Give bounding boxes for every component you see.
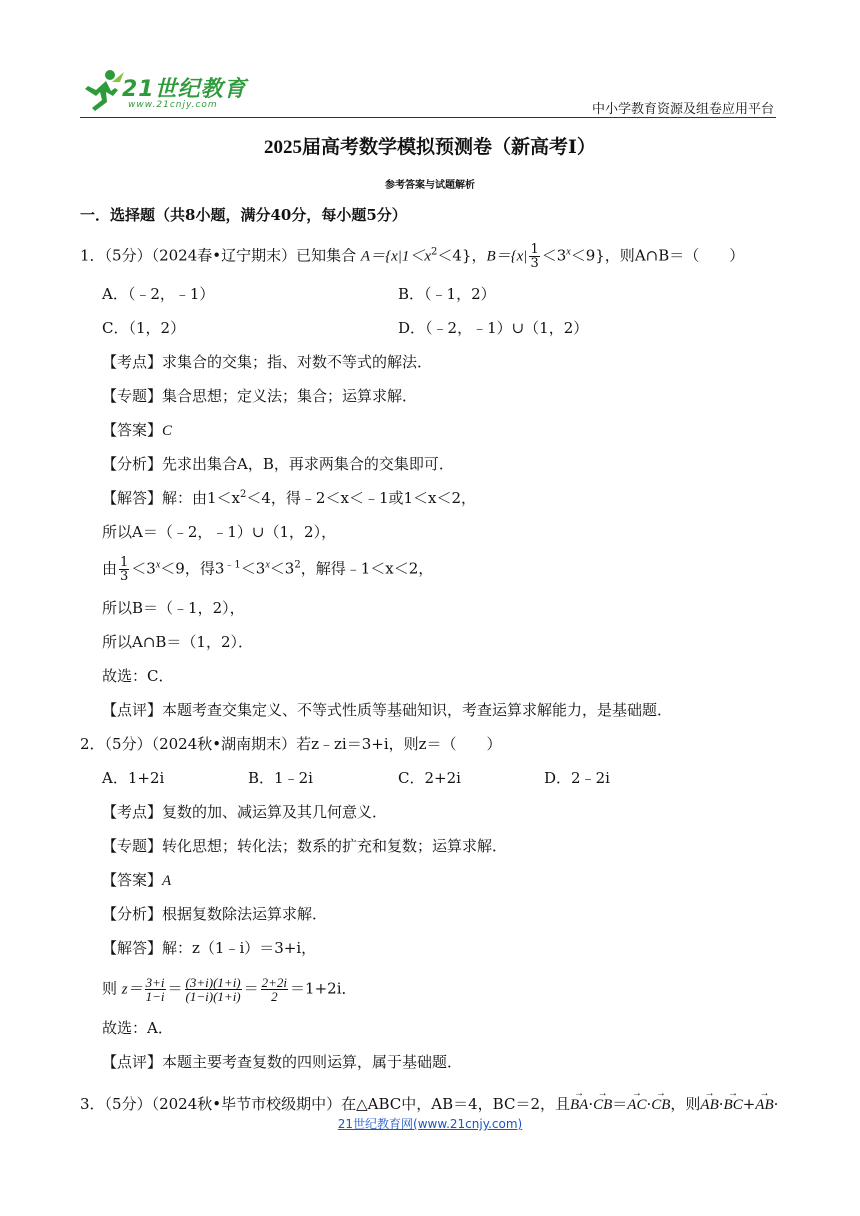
section-heading: 一．选择题（共8小题，满分40分，每小题5分） <box>80 206 407 224</box>
question-1-choice: 故选：C． <box>102 667 174 685</box>
question-2-option-a: A．1+2i <box>102 769 165 787</box>
question-2-choice: 故选：A． <box>102 1019 173 1037</box>
logo-main-text: 21世纪教育 <box>122 77 247 102</box>
question-1-option-c: C．（1，2） <box>102 319 186 337</box>
question-2-solution: 【解答】解：z（1﹣i）＝3+i， <box>102 939 317 957</box>
question-1-step-1: 所以A＝（﹣2，﹣1）∪（1，2）， <box>102 523 337 541</box>
question-1-option-d: D．（﹣2，﹣1）∪（1，2） <box>398 319 589 337</box>
question-1-option-a: A．（﹣2，﹣1） <box>102 285 215 303</box>
question-1-step-3: 所以B＝（﹣1，2）， <box>102 599 245 617</box>
question-2-option-b: B．1﹣2i <box>248 769 313 787</box>
question-2-comment: 【点评】本题主要考查复数的四则运算，属于基础题． <box>102 1053 463 1071</box>
page-subtitle: 参考答案与试题解析 <box>385 180 475 191</box>
document-body <box>80 0 780 1216</box>
question-2-zhuanti: 【专题】转化思想；转化法；数系的扩充和复数；运算求解． <box>102 837 508 855</box>
question-1-analysis: 【分析】先求出集合A，B，再求两集合的交集即可． <box>102 455 454 473</box>
question-1-step-4: 所以A∩B＝（1，2）． <box>102 633 254 651</box>
question-2-option-c: C．2+2i <box>398 769 461 787</box>
question-2-step-1: 则 z＝ $\frac{3+i}{1-i}$ ＝ $\frac{(3+i)(1+i)}{(1-i)(1+i)}$ ＝ $\frac{2+2i}{2}$ ＝1+2i． <box>102 975 357 1004</box>
question-3-stem: 3．（5分）（2024秋•毕节市校级期中）在△ABC中，AB＝4，BC＝2，且→ BA·→ CB＝→ AC·→ CB，则→ AB·→ BC+→ AB· <box>80 1094 778 1115</box>
page-title: 2025届高考数学模拟预测卷（新高考Ⅰ） <box>264 137 596 158</box>
question-1-zhuanti: 【专题】集合思想；定义法；集合；运算求解． <box>102 387 418 405</box>
question-2-kaodian: 【考点】复数的加、减运算及其几何意义． <box>102 803 388 821</box>
question-2-answer: 【答案】A <box>102 871 172 889</box>
question-1-step-2: 由 $\frac{1}{3}$ $<3^x<9$，得$3^{﹣1}<3^x<3^2$，解得﹣1＜x＜2， <box>102 555 434 584</box>
question-2-stem: 2．（5分）（2024秋•湖南期末）若z﹣zi＝3+i，则z＝（ ） <box>80 735 502 753</box>
footer-link[interactable]: 21世纪教育网(www.21cnjy.com) <box>337 1117 523 1131</box>
question-1-comment: 【点评】本题考查交集定义、不等式性质等基础知识，考查运算求解能力，是基础题． <box>102 701 673 719</box>
question-1-solution: 【解答】解：由$1<x^2<4$，得﹣2＜x＜﹣1或1＜x＜2， <box>102 489 477 507</box>
logo-url-text: www.21cnjy.com <box>128 100 218 110</box>
platform-name: 中小学教育资源及组卷应用平台 <box>591 102 774 117</box>
question-2-analysis: 【分析】根据复数除法运算求解． <box>102 905 328 923</box>
question-1-kaodian: 【考点】求集合的交集；指、对数不等式的解法． <box>102 353 433 371</box>
question-2-option-d: D．2﹣2i <box>544 769 610 787</box>
question-1-answer: 【答案】C <box>102 421 173 439</box>
question-1-stem: 1．（5分）（2024春•辽宁期末）已知集合 $A=\{x|1<x^2<4\}$，B＝{x| $\frac{1}{3}$ $<3^x<9$}，则A∩B＝（ ） <box>80 242 745 271</box>
question-1-option-b: B．（﹣1，2） <box>398 285 496 303</box>
